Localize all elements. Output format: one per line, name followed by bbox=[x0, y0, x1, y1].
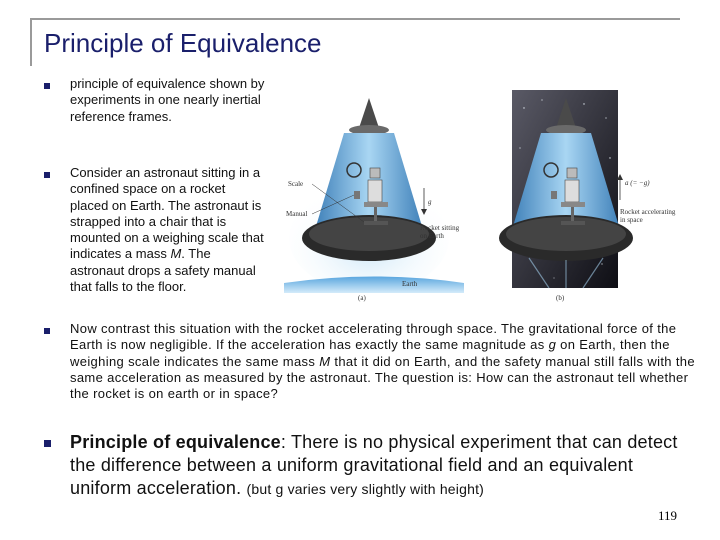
bullet-3-text-c: that it did on Earth, and the safety manual still falls with the same acceleration as measured by the astronaut. The question is: How can the astronaut tell whether the rocket is on earth or in space? bbox=[70, 353, 695, 402]
manual-icon bbox=[354, 191, 360, 199]
label-rocket-space-2: in space bbox=[620, 216, 643, 224]
bullet-marker bbox=[44, 440, 51, 447]
label-scale: Scale bbox=[288, 180, 304, 188]
bullet-4-bold: Principle of equivalence bbox=[70, 432, 281, 452]
bullet-3-g-symbol: g bbox=[548, 337, 557, 353]
bullet-3-mass-symbol: M bbox=[319, 353, 331, 369]
bullet-marker bbox=[44, 172, 50, 178]
bullet-4-body: : There is no physical experiment that can detect the difference between a uniform gravitational field and an equivalent uniform acceleration. bbox=[70, 432, 678, 498]
label-manual: Manual bbox=[286, 210, 308, 218]
label-g: g bbox=[428, 198, 432, 206]
label-earth: Earth bbox=[402, 280, 418, 288]
bullet-3-text-b: on Earth, then the weighing scale indicates the same mass bbox=[70, 337, 670, 369]
label-a: (a) bbox=[358, 294, 366, 302]
bullet-1-text: principle of equivalence shown by experiments in one nearly inertial reference frames. bbox=[70, 76, 265, 124]
panel-b-rocket-in-space bbox=[499, 90, 676, 302]
rocket-figure bbox=[284, 88, 692, 306]
page-title: Principle of Equivalence bbox=[44, 28, 322, 58]
label-rocket-space-1: Rocket accelerating bbox=[620, 208, 676, 216]
panel-a-rocket-on-earth bbox=[284, 98, 464, 302]
bullet-marker bbox=[44, 328, 50, 334]
bullet-2-text-a: Consider an astronaut sitting in a confined space on a rocket placed on Earth. The astronaut is strapped into a chair that is mounted on a weighing scale that indicates a mass bbox=[70, 165, 264, 262]
bullet-3-text bbox=[70, 321, 698, 402]
label-rocket-earth-1: Rocket sitting bbox=[420, 224, 460, 232]
label-b: (b) bbox=[556, 294, 565, 302]
label-accel: a (= −g) bbox=[625, 179, 650, 187]
bullet-2-mass-symbol: M bbox=[170, 246, 182, 262]
manual-icon bbox=[551, 191, 557, 199]
bullet-marker bbox=[44, 83, 50, 89]
earth-surface bbox=[284, 277, 464, 294]
bullet-4-text bbox=[70, 431, 692, 501]
bullet-2-text bbox=[70, 165, 266, 295]
bullet-3-text-a: Now contrast this situation with the rocket accelerating through space. The gravitational force of the Earth is now negligible. If the acceleration has exactly the same magnitude as bbox=[70, 321, 677, 353]
bullet-2-text-b: . The astronaut drops a safety manual that falls to the floor. bbox=[70, 246, 256, 295]
bullet-4-note: (but g varies very slightly with height) bbox=[246, 481, 485, 497]
page-number: 119 bbox=[658, 508, 678, 523]
label-rocket-earth-2: on Earth bbox=[420, 232, 444, 240]
